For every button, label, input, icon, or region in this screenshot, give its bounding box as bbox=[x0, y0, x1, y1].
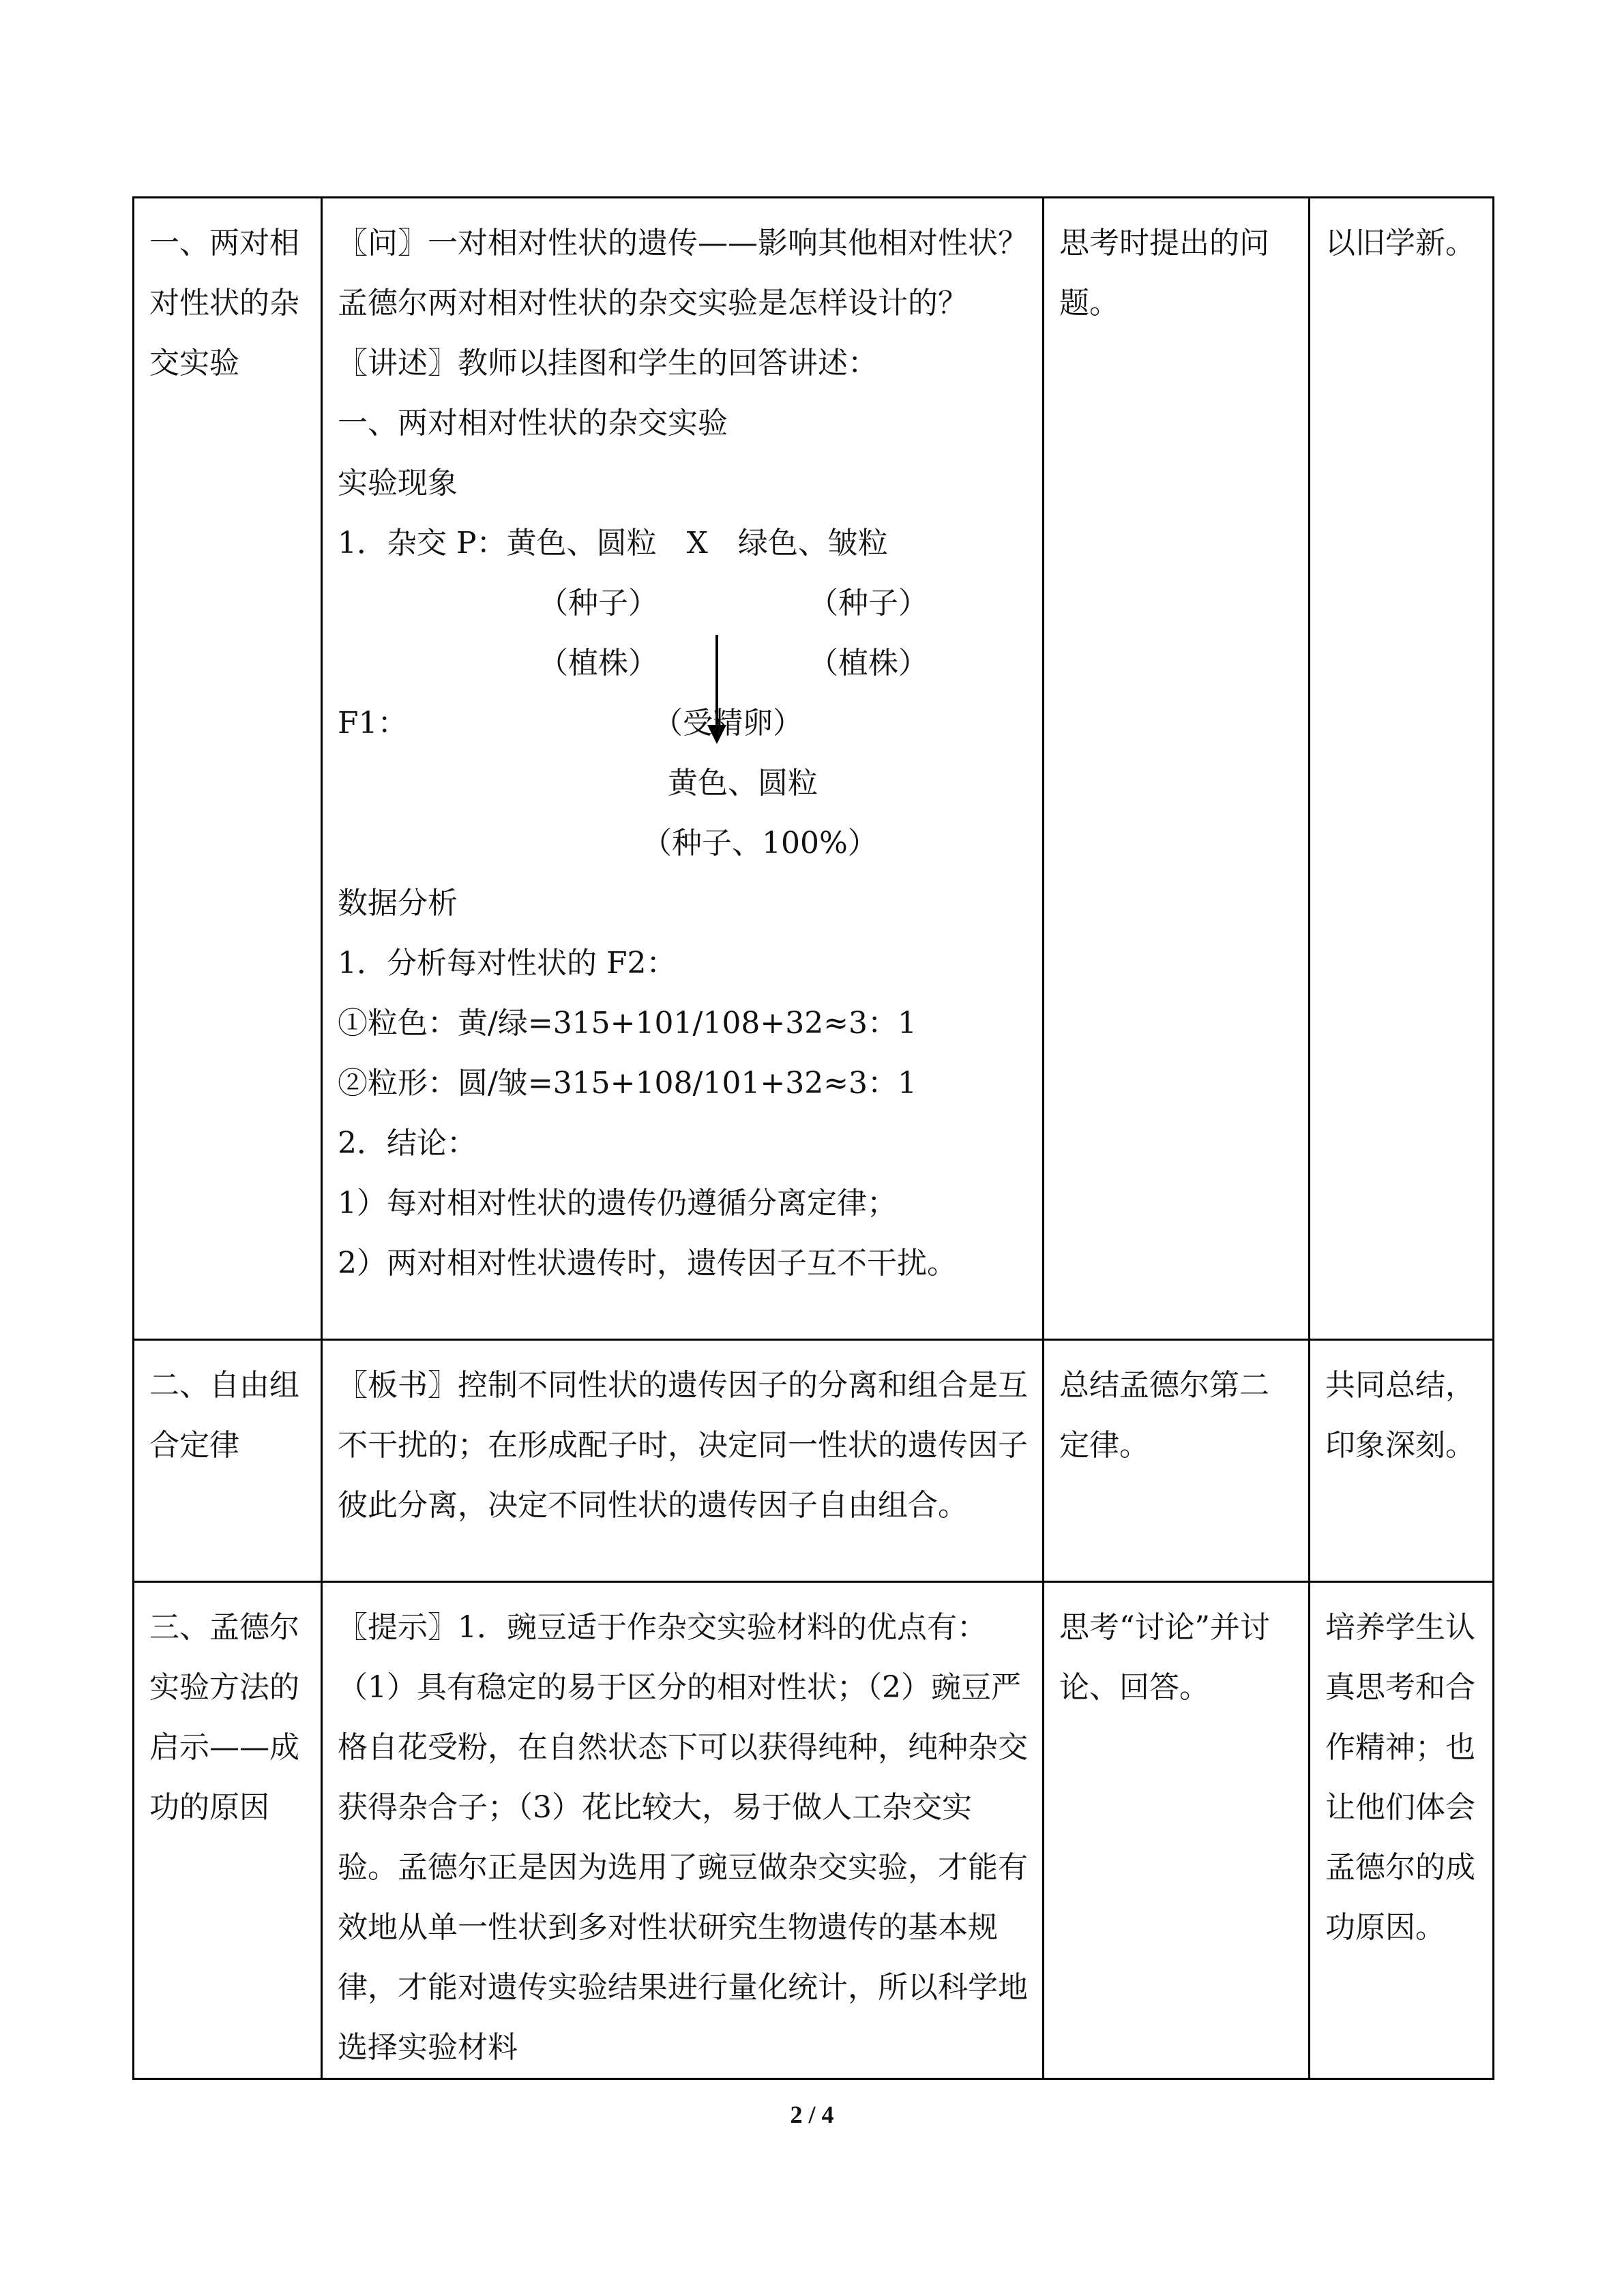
purpose-cell bbox=[1310, 1340, 1494, 1582]
f1-seed-label: （种子、100%） bbox=[642, 826, 878, 861]
purpose-text: 以旧学新。 bbox=[1325, 226, 1475, 260]
topic-cell bbox=[134, 198, 322, 1340]
teacher-line: 2）两对相对性状遗传时，遗传因子互不干扰。 bbox=[338, 1246, 957, 1281]
purpose-text: 共同总结，印象深刻。 bbox=[1325, 1368, 1475, 1463]
cross-p-line: 1．杂交 P：黄色、圆粒 X 绿色、皱粒 bbox=[338, 526, 888, 561]
teacher-text: 〖板书〗控制不同性状的遗传因子的分离和组合是互不干扰的；在形成配子时，决定同一性状的遗传因子彼此分离，决定不同性状的遗传因子自由组合。 bbox=[338, 1368, 1028, 1523]
page-number: 2 / 4 bbox=[790, 2101, 834, 2128]
lesson-plan-table bbox=[132, 196, 1494, 2080]
left-seed-label: （种子） bbox=[538, 586, 658, 621]
student-text: 总结孟德尔第二定律。 bbox=[1059, 1368, 1269, 1463]
teacher-line: 实验现象 bbox=[338, 466, 458, 501]
teacher-line: 〖讲述〗教师以挂图和学生的回答讲述： bbox=[338, 346, 878, 381]
teacher-activity-cell bbox=[322, 1582, 1044, 2079]
teacher-text: 〖提示〗1．豌豆适于作杂交实验材料的优点有：（1）具有稳定的易于区分的相对性状；（2）豌豆严格自花受粉，在自然状态下可以获得纯种，纯种杂交获得杂合子；（3）花比较大，易于做人工杂交实验。孟德尔正是因为选用了豌豆做杂交实验，才能有效地从单一性状到多对性状研究生物遗传的基本规律，才能对遗传实验结果进行量化统计，所以科学地选择实验材料 bbox=[338, 1610, 1028, 2065]
teacher-line: 〖问〗一对相对性状的遗传——影响其他相对性状？ bbox=[338, 226, 1028, 260]
topic-text: 二、自由组合定律 bbox=[149, 1368, 299, 1463]
teacher-line: 孟德尔两对相对性状的杂交实验是怎样设计的？ bbox=[338, 286, 968, 320]
right-plant-label: （植株） bbox=[808, 646, 928, 681]
purpose-cell bbox=[1310, 198, 1494, 1340]
student-text: 思考“讨论”并讨论、回答。 bbox=[1059, 1610, 1270, 1705]
teacher-line: ②粒形：圆/皱=315+108/101+32≈3：1 bbox=[338, 1066, 917, 1101]
teacher-line: 1．分析每对性状的 F2： bbox=[338, 946, 677, 981]
teacher-line: 数据分析 bbox=[338, 886, 458, 921]
topic-text: 三、孟德尔实验方法的启示——成功的原因 bbox=[149, 1610, 299, 1825]
teacher-line: ①粒色：黄/绿=315+101/108+32≈3：1 bbox=[338, 1006, 917, 1041]
student-activity-cell bbox=[1044, 1340, 1310, 1582]
purpose-text: 培养学生认真思考和合作精神；也让他们体会孟德尔的成功原因。 bbox=[1325, 1610, 1475, 1945]
left-plant-label: （植株） bbox=[538, 646, 658, 681]
cross-diagram bbox=[338, 573, 1029, 874]
topic-text: 一、两对相对性状的杂交实验 bbox=[149, 226, 299, 381]
zygote-label: （受精卵） bbox=[653, 706, 803, 741]
f1-label: F1： bbox=[338, 706, 408, 741]
student-activity-cell bbox=[1044, 1582, 1310, 2079]
right-seed-label: （种子） bbox=[808, 586, 928, 621]
purpose-cell bbox=[1310, 1582, 1494, 2079]
teacher-line: 1）每对相对性状的遗传仍遵循分离定律； bbox=[338, 1186, 897, 1221]
teacher-activity-cell bbox=[322, 1340, 1044, 1582]
table-row bbox=[134, 1582, 1494, 2079]
student-activity-cell bbox=[1044, 198, 1310, 1340]
table-row bbox=[134, 1340, 1494, 1582]
table-row bbox=[134, 198, 1494, 1340]
topic-cell bbox=[134, 1340, 322, 1582]
teacher-line: 一、两对相对性状的杂交实验 bbox=[338, 406, 728, 441]
topic-cell bbox=[134, 1582, 322, 2079]
f1-trait-label: 黄色、圆粒 bbox=[668, 766, 818, 801]
student-text: 思考时提出的问题。 bbox=[1059, 226, 1269, 320]
teacher-activity-cell bbox=[322, 198, 1044, 1340]
teacher-line: 2．结论： bbox=[338, 1126, 477, 1161]
